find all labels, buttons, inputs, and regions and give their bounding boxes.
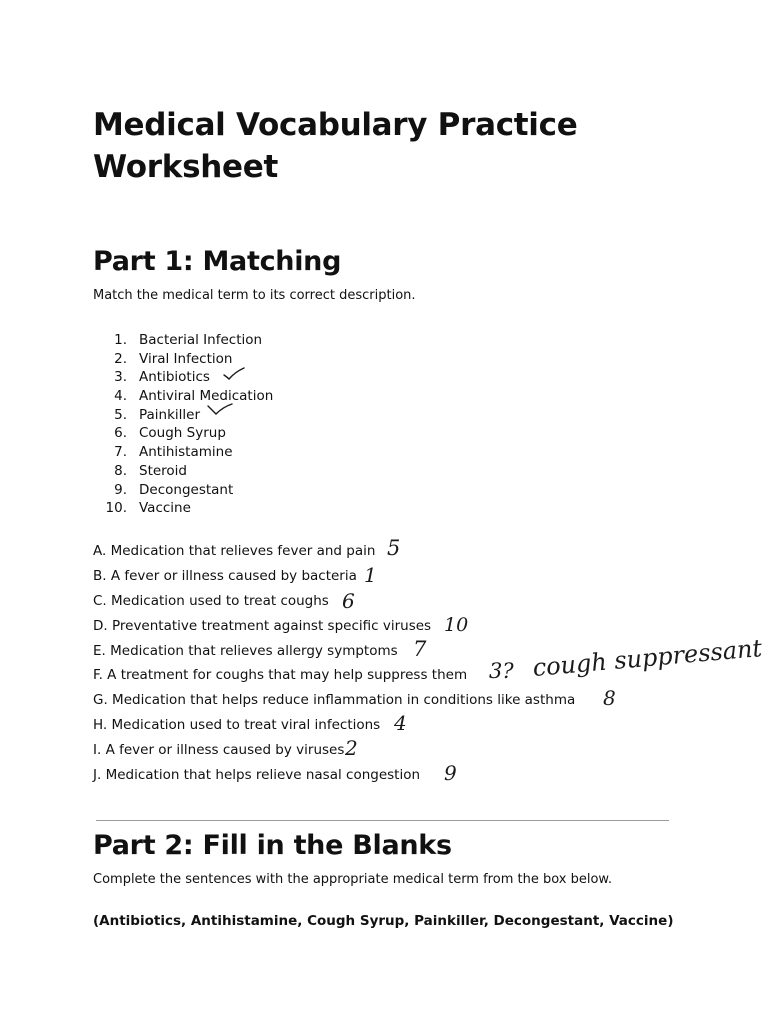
definition-item: E. Medication that relieves allergy symptoms	[93, 642, 398, 659]
definition-item: B. A fever or illness caused by bacteria	[93, 567, 357, 584]
item-number: 10.	[105, 500, 127, 517]
handwritten-answer: 2	[345, 736, 358, 760]
item-number: 1.	[114, 332, 127, 348]
handwritten-answer: 10	[444, 614, 469, 636]
handwritten-note: cough suppressant	[531, 634, 764, 682]
item-number: 7.	[114, 444, 127, 461]
item-number: 4.	[114, 388, 127, 405]
section-divider	[96, 820, 669, 821]
handwritten-answer: 1	[364, 563, 377, 587]
item-number: 2.	[114, 350, 127, 367]
term-label: Antibiotics	[139, 369, 210, 386]
item-number: 5.	[114, 406, 127, 423]
page-title: Medical Vocabulary Practice Worksheet	[93, 107, 578, 185]
term-label: Decongestant	[139, 481, 234, 498]
checkmark-icon	[206, 402, 234, 418]
definition-item: D. Preventative treatment against specific viruses	[93, 617, 432, 634]
definition-item: C. Medication used to treat coughs	[93, 592, 329, 609]
item-number: 9.	[114, 481, 127, 498]
part2-instruction: Complete the sentences with the appropriate medical term from the box below.	[93, 872, 612, 887]
definition-item: I. A fever or illness caused by viruses	[93, 742, 345, 759]
handwritten-answer: 8	[603, 686, 616, 710]
handwritten-answer: 9	[444, 761, 457, 785]
definition-item: H. Medication used to treat viral infections	[93, 717, 381, 734]
handwritten-answer: 6	[342, 589, 355, 613]
word-box: (Antibiotics, Antihistamine, Cough Syrup, Painkiller, Decongestant, Vaccine)	[93, 913, 674, 929]
item-number: 3.	[114, 369, 127, 386]
term-label: Steroid	[139, 462, 188, 479]
part1-instruction: Match the medical term to its correct description.	[93, 288, 416, 303]
item-number: 6.	[114, 425, 127, 442]
part1-heading: Part 1: Matching	[93, 246, 342, 277]
item-number: 8.	[114, 462, 127, 479]
definition-item: G. Medication that helps reduce inflammation in conditions like asthma	[93, 692, 576, 709]
term-label: Bacterial Infection	[139, 332, 263, 348]
handwritten-answer: 4	[394, 711, 407, 735]
definition-item: F. A treatment for coughs that may help suppress them	[93, 667, 468, 684]
term-label: Antiviral Medication	[139, 388, 274, 405]
term-label: Viral Infection	[139, 350, 233, 367]
handwritten-answer: 5	[387, 536, 401, 560]
definition-item: A. Medication that relieves fever and pain	[93, 543, 376, 559]
term-label: Antihistamine	[139, 444, 233, 461]
handwritten-answer: 3?	[489, 659, 514, 683]
checkmark-icon	[222, 366, 246, 382]
handwritten-answer: 7	[413, 637, 427, 661]
definition-item: J. Medication that helps relieve nasal congestion	[93, 767, 421, 784]
term-label: Painkiller	[139, 406, 201, 423]
term-label: Cough Syrup	[139, 425, 226, 442]
part2-heading: Part 2: Fill in the Blanks	[93, 830, 452, 861]
term-label: Vaccine	[139, 500, 191, 517]
